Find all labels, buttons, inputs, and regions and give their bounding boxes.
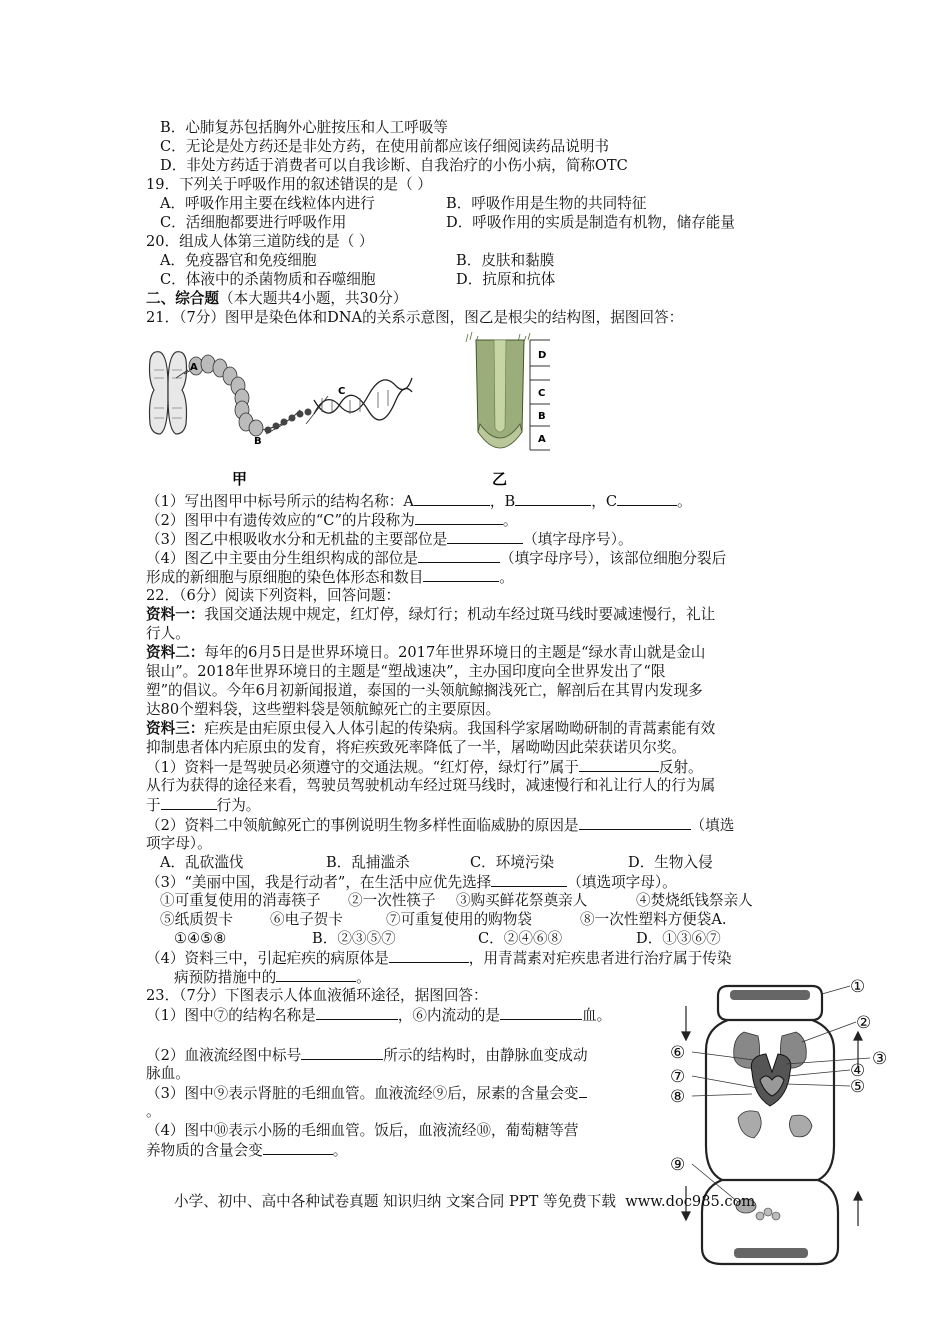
q23-sub2 <box>146 1045 588 1065</box>
q22-s4-text-c: 病预防措施中的 <box>174 969 277 986</box>
q22-s1-text-b: 反射。 <box>658 759 703 776</box>
q21-sub4-cont <box>146 567 514 587</box>
q18-option-b: B．心肺复苏包括胸外心脏按压和人工呼吸等 <box>160 119 449 136</box>
q23-s4-text-b: 养物质的含量会变 <box>146 1142 263 1159</box>
q22-s3-option-d: D．①③⑥⑦ <box>636 930 721 947</box>
q20-option-c: C．体液中的杀菌物质和吞噬细胞 <box>160 271 376 288</box>
q21-s1-text-c: ，C <box>591 493 618 510</box>
q22-blank-reflex[interactable] <box>579 757 659 772</box>
circ-label-2: ② <box>856 1013 872 1033</box>
q22-blank-choice[interactable] <box>491 872 567 887</box>
section2-title: 二、综合题 <box>146 290 219 307</box>
q23-s4-text-a: （4）图中⑩表示小肠的毛细血管。饭后，血液流经⑩，葡萄糖等营 <box>146 1122 579 1139</box>
q21-s1-end: 。 <box>677 493 692 510</box>
figure-blood-circulation <box>662 976 910 1268</box>
q23-sub1 <box>146 1005 611 1025</box>
q22-s3-item-2: ②一次性筷子 <box>348 892 436 909</box>
q23-s3-text-a: （3）图中⑨表示肾脏的毛细血管。血液流经⑨后，尿素的含量会变 <box>146 1085 579 1102</box>
footer-text: 小学、初中、高中各种试卷真题 知识归纳 文案合同 PPT 等免费下载 <box>174 1193 616 1210</box>
q19-option-d: D．呼吸作用的实质是制造有机物，储存能量 <box>446 214 735 231</box>
q21-sub2 <box>146 510 517 530</box>
q21-s2-text: （2）图甲中有遗传效应的“C”的片段称为 <box>146 512 415 529</box>
q22-m2-line4: 达80个塑料袋，这些塑料袋是领航鲸死亡的主要原因。 <box>146 701 501 718</box>
q22-s3-item-6: ⑥电子贺卡 <box>270 911 343 928</box>
q22-s1-text-a: （1）资料一是驾驶员必须遵守的交通法规。“红灯停，绿灯行”属于 <box>146 759 579 776</box>
q22-s2-option-c: C．环境污染 <box>470 854 555 871</box>
fig-jia-label-c: C <box>338 386 346 397</box>
q22-s4-text-b: ，用青蒿素对疟疾患者进行治疗属于传染 <box>468 950 732 967</box>
q22-s4-text-a: （4）资料三中，引起疟疾的病原体是 <box>146 950 389 967</box>
q18-option-d: D．非处方药适于消费者可以自我诊断、自我治疗的小伤小病，简称OTC <box>160 157 628 174</box>
q22-s3-text-b: （填选项字母）。 <box>567 874 677 891</box>
q22-m3-title: 资料三： <box>146 720 205 737</box>
q23-s2-text-b: 所示的结构时，由静脉血变成动 <box>383 1047 588 1064</box>
q23-s2-text-c: 脉血。 <box>146 1065 190 1082</box>
q19-option-c: C．活细胞都要进行呼吸作用 <box>160 214 347 231</box>
circ-label-9: ⑨ <box>670 1155 686 1175</box>
q23-sub3 <box>146 1083 587 1103</box>
q23-s1-text-b: ，⑥内流动的是 <box>397 1007 500 1024</box>
fig-yi-label-d: D <box>538 350 547 361</box>
q22-blank-threat[interactable] <box>579 815 691 830</box>
circ-label-7: ⑦ <box>670 1067 686 1087</box>
q23-s4-end: 。 <box>332 1142 348 1159</box>
q22-s2-text-a: （2）资料二中领航鲸死亡的事例说明生物多样性面临威胁的原因是 <box>146 817 579 834</box>
q22-m2-line1: 每年的6月5日是世界环境日。2017年世界环境日的主题是“绿水青山就是金山 <box>204 644 706 661</box>
q22-blank-measure[interactable] <box>276 967 356 982</box>
q22-s3-item-5: ⑤纸质贺卡 <box>160 911 233 928</box>
q22-m2-line3: 塑”的倡议。今年6月初新闻报道，泰国的一头领航鲸搁浅死亡，解剖后在其胃内发现多 <box>146 682 703 699</box>
q23-blank-structure[interactable] <box>316 1005 398 1020</box>
section2-heading <box>146 289 407 308</box>
q21-s3-end: （填字母序号）。 <box>523 531 633 548</box>
q22-sub4 <box>146 948 732 968</box>
q22-s1-text-e: 行为。 <box>216 797 261 814</box>
q22-s3-item-1: ①可重复使用的消毒筷子 <box>160 892 321 909</box>
q23-s1-text-a: （1）图中⑦的结构名称是 <box>146 1007 316 1024</box>
circ-label-5: ⑤ <box>850 1077 866 1097</box>
q22-material1 <box>146 605 715 624</box>
q18-option-c: C．无论是处方药还是非处方药，在使用前都应该仔细阅读药品说明书 <box>160 138 609 155</box>
fig-jia-label-b: B <box>254 436 262 447</box>
q21-s4-text-a: （4）图乙中主要由分生组织构成的部位是 <box>146 550 418 567</box>
q22-blank-behavior[interactable] <box>161 795 217 810</box>
q22-m1-title: 资料一： <box>146 606 205 623</box>
q22-s1-text-d: 于 <box>146 797 161 814</box>
q23-blank-urea[interactable] <box>579 1083 587 1098</box>
section2-note: （本大题共4小题，共30分） <box>218 290 408 307</box>
q22-s3-option-c: C．②④⑥⑧ <box>478 930 563 947</box>
q19-option-a: A．呼吸作用主要在线粒体内进行 <box>160 195 375 212</box>
q22-sub4-cont <box>174 967 371 987</box>
q22-s3-item-8: ⑧一次性塑料方便袋A. <box>580 911 727 928</box>
q21-blank-c[interactable] <box>617 491 677 506</box>
q23-blank-blood[interactable] <box>500 1005 582 1020</box>
q20-option-d: D．抗原和抗体 <box>456 271 556 288</box>
q23-stem: 23．（7分）下图表示人体血液循环途径，据图回答： <box>146 987 488 1004</box>
q21-blank-absorb[interactable] <box>447 529 523 544</box>
fig-yi-label-a: A <box>538 434 546 445</box>
q22-s3-option-a: ①④⑤⑧ <box>174 930 227 947</box>
q22-m1-line2: 行人。 <box>146 625 190 642</box>
q22-s3-item-4: ④焚烧纸钱祭亲人 <box>636 892 753 909</box>
fig-yi-caption: 乙 <box>492 470 508 488</box>
q21-s4-text-b: （填字母序号），该部位细胞分裂后 <box>499 550 727 567</box>
q22-s2-option-b: B．乱捕滥杀 <box>326 854 410 871</box>
q23-blank-glucose[interactable] <box>263 1140 333 1155</box>
footer-link[interactable]: www.doc985.com <box>625 1193 756 1210</box>
q22-s3-item-7: ⑦可重复使用的购物袋 <box>386 911 532 928</box>
figure-jia-chromosome-dna <box>146 330 416 490</box>
q22-s1-text-c: 从行为获得的途径来看，驾驶员驾驶机动车经过斑马线时，减速慢行和礼让行人的行为属 <box>146 777 716 794</box>
q22-sub2 <box>146 815 734 835</box>
q22-sub3 <box>146 872 677 892</box>
q21-s4-text-c: 形成的新细胞与原细胞的染色体形态和数目 <box>146 569 424 586</box>
q21-s1-text-b: ，B <box>489 493 516 510</box>
circ-label-4: ④ <box>850 1061 866 1081</box>
q22-s2-option-a: A．乱砍滥伐 <box>160 854 244 871</box>
q22-material2 <box>146 643 705 662</box>
q21-blank-chromosome[interactable] <box>423 567 499 582</box>
fig-yi-label-c: C <box>538 388 546 399</box>
q20-option-b: B．皮肤和黏膜 <box>456 252 555 269</box>
q23-s3-text-b: 。 <box>146 1103 161 1120</box>
circ-label-8: ⑧ <box>670 1087 686 1107</box>
q22-s2-option-d: D．生物入侵 <box>628 854 713 871</box>
q22-sub1 <box>146 757 703 777</box>
q21-s2-end: 。 <box>502 512 518 529</box>
circ-label-3: ③ <box>872 1049 888 1069</box>
q19-option-b: B．呼吸作用是生物的共同特征 <box>446 195 647 212</box>
q23-blank-number[interactable] <box>301 1045 383 1060</box>
circ-label-1: ① <box>850 977 866 997</box>
q21-sub1 <box>146 491 692 511</box>
q21-stem: 21．（7分）图甲是染色体和DNA的关系示意图，图乙是根尖的结构图，据图回答： <box>146 309 684 326</box>
q21-s3-text: （3）图乙中根吸收水分和无机盐的主要部位是 <box>146 531 448 548</box>
q23-s2-text-a: （2）血液流经图中标号 <box>146 1047 302 1064</box>
q22-m2-line2: 银山”。2018年世界环境日的主题是“塑战速决”，主办国印度向全世界发出了“限 <box>146 663 666 680</box>
q22-s3-text-a: （3）“美丽中国，我是行动者”，在生活中应优先选择 <box>146 874 492 891</box>
fig-yi-label-b: B <box>538 411 546 422</box>
q21-sub3 <box>146 529 633 549</box>
q22-material3 <box>146 719 715 738</box>
q21-blank-gene[interactable] <box>415 510 503 525</box>
q22-sub1-cont <box>146 795 260 815</box>
figure-yi-root-tip <box>456 328 566 490</box>
q20-stem: 20．组成人体第三道防线的是（ ） <box>146 233 374 250</box>
q22-m3-line2: 抑制患者体内疟原虫的发育，将疟疾致死率降低了一半，屠呦呦因此荣获诺贝尔奖。 <box>146 739 686 756</box>
q22-stem: 22．（6分）阅读下列资料，回答问题： <box>146 587 401 604</box>
q21-sub4 <box>146 548 726 568</box>
fig-jia-caption: 甲 <box>232 470 248 488</box>
fig-jia-label-a: A <box>190 362 198 373</box>
q21-s4-end: 。 <box>499 569 514 586</box>
q22-blank-pathogen[interactable] <box>389 948 469 963</box>
q22-s2-text-c: 项字母）。 <box>146 835 212 852</box>
q22-m2-title: 资料二： <box>146 644 205 661</box>
q20-option-a: A．免疫器官和免疫细胞 <box>160 252 317 269</box>
q22-s2-text-b: （填选 <box>690 817 735 834</box>
q22-s3-item-3: ③购买鲜花祭奠亲人 <box>456 892 588 909</box>
q21-blank-b[interactable] <box>515 491 591 506</box>
q23-s1-text-c: 血。 <box>582 1007 612 1024</box>
circ-label-6: ⑥ <box>670 1043 686 1063</box>
q19-stem: 19．下列关于呼吸作用的叙述错误的是（ ） <box>146 176 432 193</box>
q21-s1-text-a: （1）写出图甲中标号所示的结构名称：A <box>146 493 414 510</box>
q21-blank-a[interactable] <box>414 491 490 506</box>
page-footer <box>174 1190 755 1211</box>
q22-m3-line1: 疟疾是由疟原虫侵入人体引起的传染病。我国科学家屠呦呦研制的青蒿素能有效 <box>204 720 716 737</box>
q22-m1-line1: 我国交通法规中规定，红灯停，绿灯行；机动车经过斑马线时要减速慢行，礼让 <box>204 606 716 623</box>
q22-s3-option-b: B．②③⑤⑦ <box>312 930 396 947</box>
q22-s4-end: 。 <box>356 969 371 986</box>
q21-blank-meristem[interactable] <box>418 548 500 563</box>
q23-sub4-cont <box>146 1140 347 1160</box>
